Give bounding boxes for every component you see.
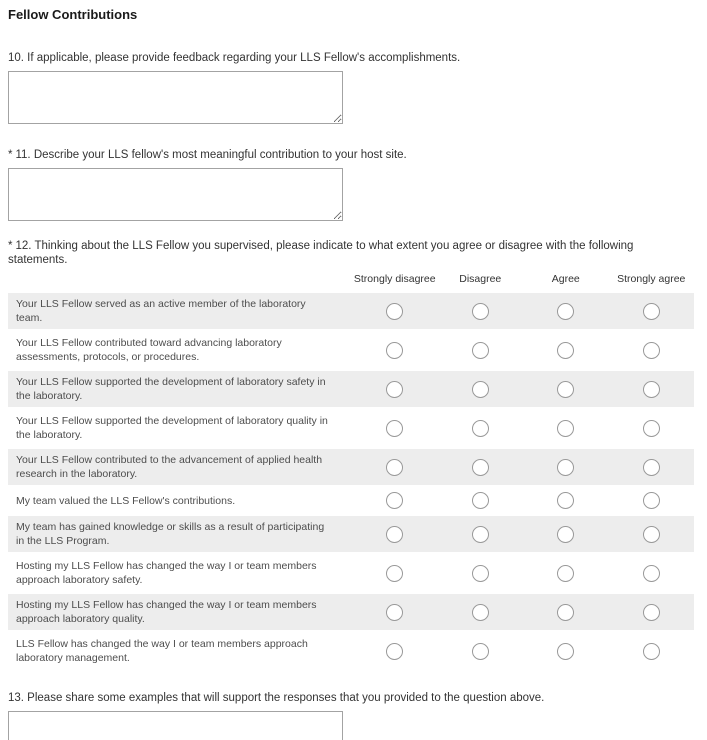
- matrix-cell: [609, 420, 695, 437]
- question-10-label: [8, 51, 694, 65]
- matrix-cell: [352, 459, 438, 476]
- matrix-cell: [352, 604, 438, 621]
- radio-button[interactable]: [472, 381, 489, 398]
- radio-button[interactable]: [557, 381, 574, 398]
- radio-button[interactable]: [643, 420, 660, 437]
- radio-button[interactable]: [472, 420, 489, 437]
- question-10-text: 10. If applicable, please provide feedback regarding your LLS Fellow's accomplishments.: [8, 52, 461, 64]
- radio-button[interactable]: [472, 604, 489, 621]
- matrix-row-label: My team valued the LLS Fellow's contributions.: [16, 494, 236, 507]
- matrix-cell: [438, 492, 524, 509]
- matrix-cell: [352, 420, 438, 437]
- radio-button[interactable]: [643, 459, 660, 476]
- matrix-column-header: Agree: [551, 273, 580, 285]
- question-11: [8, 148, 694, 221]
- matrix-cell: [438, 643, 524, 660]
- matrix-cell: [609, 526, 695, 543]
- matrix-cell: [352, 526, 438, 543]
- matrix-row-label: LLS Fellow has changed the way I or team members approach laboratory management.: [16, 638, 308, 664]
- radio-button[interactable]: [557, 303, 574, 320]
- matrix-cell: [523, 643, 609, 660]
- matrix-column-header: Strongly agree: [617, 273, 686, 285]
- radio-button[interactable]: [386, 420, 403, 437]
- matrix-column-header: Strongly disagree: [353, 273, 436, 285]
- matrix-header: [8, 273, 694, 286]
- question-11-text: 11. Describe your LLS fellow's most meaningful contribution to your host site.: [15, 149, 407, 161]
- matrix-cell: [523, 565, 609, 582]
- matrix-cell: [352, 303, 438, 320]
- matrix-row-label: Hosting my LLS Fellow has changed the way I or team members approach laboratory quality.: [16, 599, 317, 625]
- matrix-cell: [523, 381, 609, 398]
- matrix-cell: [523, 492, 609, 509]
- question-13-text: 13. Please share some examples that will support the responses that you provided to the question above.: [8, 692, 545, 704]
- radio-button[interactable]: [557, 604, 574, 621]
- matrix-row: [8, 293, 694, 329]
- matrix-cell: [352, 381, 438, 398]
- matrix-row: [8, 371, 694, 407]
- radio-button[interactable]: [472, 492, 489, 509]
- radio-button[interactable]: [643, 565, 660, 582]
- matrix-row: [8, 594, 694, 630]
- question-10: [8, 51, 694, 124]
- matrix-cell: [438, 604, 524, 621]
- matrix-cell: [523, 526, 609, 543]
- matrix-row: [8, 449, 694, 485]
- matrix-column-header: Disagree: [459, 273, 502, 285]
- radio-button[interactable]: [386, 604, 403, 621]
- matrix-cell: [609, 643, 695, 660]
- question-12: [8, 239, 694, 669]
- rating-matrix: [8, 273, 694, 669]
- matrix-row-label: Your LLS Fellow supported the development of laboratory quality in the laboratory.: [16, 415, 328, 441]
- radio-button[interactable]: [472, 526, 489, 543]
- radio-button[interactable]: [472, 459, 489, 476]
- matrix-cell: [438, 303, 524, 320]
- matrix-cell: [523, 604, 609, 621]
- required-marker: *: [8, 240, 13, 252]
- matrix-cell: [438, 342, 524, 359]
- matrix-cell: [352, 342, 438, 359]
- radio-button[interactable]: [386, 303, 403, 320]
- matrix-cell: [352, 565, 438, 582]
- question-12-label: [8, 239, 694, 267]
- matrix-row: [8, 332, 694, 368]
- question-12-text: 12. Thinking about the LLS Fellow you supervised, please indicate to what extent you agree or disagree with the following statements.: [8, 240, 634, 266]
- matrix-cell: [609, 303, 695, 320]
- radio-button[interactable]: [557, 459, 574, 476]
- radio-button[interactable]: [386, 565, 403, 582]
- radio-button[interactable]: [386, 342, 403, 359]
- radio-button[interactable]: [557, 342, 574, 359]
- radio-button[interactable]: [386, 643, 403, 660]
- page-title: Fellow Contributions: [8, 7, 138, 22]
- matrix-cell: [438, 381, 524, 398]
- radio-button[interactable]: [643, 643, 660, 660]
- matrix-cell: [609, 459, 695, 476]
- radio-button[interactable]: [386, 526, 403, 543]
- radio-button[interactable]: [643, 342, 660, 359]
- radio-button[interactable]: [472, 643, 489, 660]
- radio-button[interactable]: [557, 643, 574, 660]
- matrix-cell: [523, 459, 609, 476]
- matrix-row: [8, 488, 694, 513]
- matrix-cell: [438, 459, 524, 476]
- matrix-cell: [609, 381, 695, 398]
- matrix-rows: [8, 293, 694, 669]
- matrix-row-label: My team has gained knowledge or skills as a result of participating in the LLS Program.: [16, 521, 325, 547]
- matrix-row-label: Your LLS Fellow contributed to the advancement of applied health research in the laboratory.: [16, 454, 323, 480]
- matrix-cell: [352, 492, 438, 509]
- matrix-row-label: Your LLS Fellow contributed toward advancing laboratory assessments, protocols, or procedures.: [16, 337, 282, 363]
- matrix-cell: [523, 420, 609, 437]
- matrix-row: [8, 516, 694, 552]
- matrix-cell: [352, 643, 438, 660]
- radio-button[interactable]: [643, 526, 660, 543]
- radio-button[interactable]: [557, 492, 574, 509]
- matrix-cell: [438, 420, 524, 437]
- matrix-row-label: Your LLS Fellow supported the development of laboratory safety in the laboratory.: [16, 376, 326, 402]
- matrix-cell: [438, 565, 524, 582]
- radio-button[interactable]: [472, 303, 489, 320]
- matrix-cell: [609, 342, 695, 359]
- matrix-cell: [609, 492, 695, 509]
- matrix-cell: [523, 342, 609, 359]
- radio-button[interactable]: [472, 342, 489, 359]
- radio-button[interactable]: [472, 565, 489, 582]
- matrix-row: [8, 633, 694, 669]
- question-13-label: [8, 691, 694, 705]
- question-13-textarea[interactable]: [8, 711, 343, 740]
- question-13: [8, 691, 694, 740]
- required-marker: *: [8, 149, 13, 161]
- question-11-textarea[interactable]: [8, 168, 343, 221]
- question-10-textarea[interactable]: [8, 71, 343, 124]
- matrix-cell: [438, 526, 524, 543]
- radio-button[interactable]: [557, 526, 574, 543]
- question-11-label: [8, 148, 694, 162]
- radio-button[interactable]: [557, 565, 574, 582]
- matrix-row-label: Hosting my LLS Fellow has changed the way I or team members approach laboratory safety.: [16, 560, 317, 586]
- radio-button[interactable]: [386, 381, 403, 398]
- matrix-row: [8, 410, 694, 446]
- radio-button[interactable]: [557, 420, 574, 437]
- radio-button[interactable]: [643, 604, 660, 621]
- matrix-cell: [609, 565, 695, 582]
- matrix-row-label: Your LLS Fellow served as an active member of the laboratory team.: [16, 298, 306, 324]
- matrix-row: [8, 555, 694, 591]
- matrix-cell: [523, 303, 609, 320]
- matrix-cell: [609, 604, 695, 621]
- radio-button[interactable]: [643, 381, 660, 398]
- radio-button[interactable]: [386, 459, 403, 476]
- radio-button[interactable]: [386, 492, 403, 509]
- radio-button[interactable]: [643, 492, 660, 509]
- radio-button[interactable]: [643, 303, 660, 320]
